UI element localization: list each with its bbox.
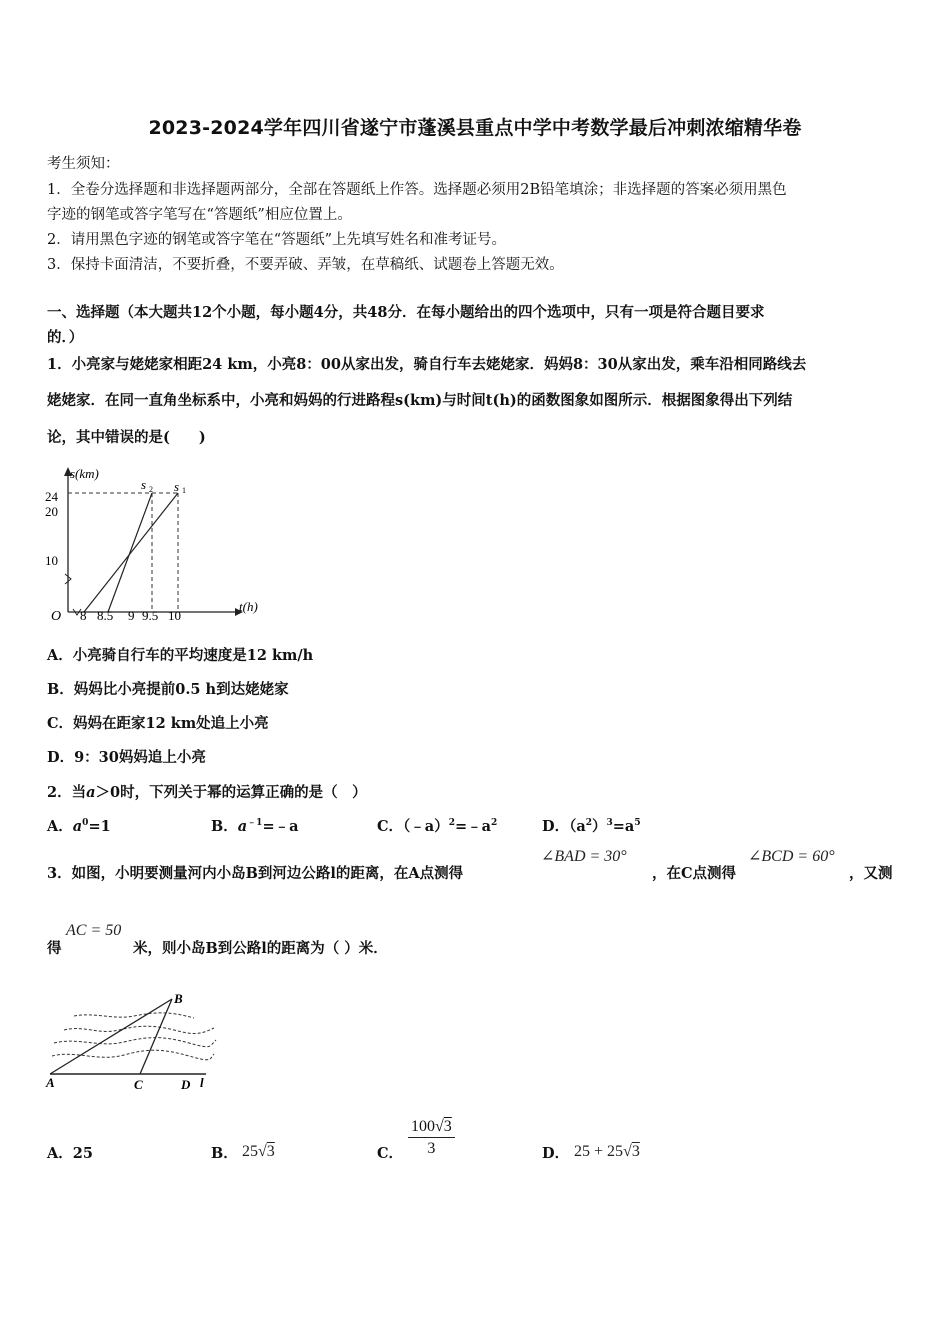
q3-river-figure bbox=[44, 988, 224, 1090]
q1-option-a: A．小亮骑自行车的平均速度是12 km/h bbox=[47, 647, 314, 664]
x-tick-9: 9 bbox=[128, 608, 135, 623]
y-axis-label: s(km) bbox=[70, 466, 99, 481]
q2-stem bbox=[47, 781, 367, 802]
q2-option-a-base: a bbox=[72, 818, 83, 835]
q3-option-a bbox=[47, 1142, 93, 1163]
q3-angle-bad: ∠BAD = 30° bbox=[541, 848, 627, 865]
q3-option-b-label: B． bbox=[211, 1145, 238, 1162]
q3-stem-part-2: ，在C点测得 bbox=[652, 865, 737, 882]
q2-option-c bbox=[377, 815, 497, 836]
q3-option-c-num-coef: 100 bbox=[411, 1118, 435, 1135]
q2-option-a-rest: =1 bbox=[88, 818, 111, 835]
q1-option-d: D．9：30妈妈追上小亮 bbox=[47, 749, 206, 766]
s1-label: s bbox=[174, 479, 180, 494]
point-a-label: A bbox=[46, 1075, 55, 1090]
q3-angle-bcd: ∠BCD = 60° bbox=[748, 848, 835, 865]
q2-option-d-exp3: 5 bbox=[634, 818, 641, 829]
q1-stem-line-2: 姥姥家．在同一直角坐标系中，小亮和妈妈的行进路程s(km)与时间t(h)的函数图象如图所示．根据图象得出下列结 bbox=[47, 392, 793, 409]
page-title: 2023-2024学年四川省遂宁市蓬溪县重点中学中考数学最后冲刺浓缩精华卷 bbox=[148, 117, 802, 139]
q2-option-b-rest: =﹣a bbox=[262, 818, 299, 835]
q3-ac-length: AC = 50 bbox=[66, 922, 122, 939]
q2-option-a-exp: 0 bbox=[82, 818, 89, 829]
q3-option-b-value: 25√3 bbox=[242, 1143, 275, 1160]
q3-option-d-value: 25 + 25√3 bbox=[574, 1143, 640, 1160]
q1-stem-line-3: 论，其中错误的是( ) bbox=[47, 429, 206, 446]
q3-option-d-label: D． bbox=[542, 1145, 570, 1162]
notice-item-1-line-1: 1．全卷分选择题和非选择题两部分，全部在答题纸上作答。选择题必须用2B铅笔填涂；非选择题的答案必须用黑色 bbox=[47, 182, 787, 198]
q3-option-c-value bbox=[408, 1118, 455, 1158]
q2-option-b bbox=[211, 815, 298, 836]
q2-option-c-label: C． bbox=[377, 818, 404, 835]
notice-item-2: 2．请用黑色字迹的钢笔或答字笔在“答题纸”上先填写姓名和准考证号。 bbox=[47, 232, 507, 248]
q2-option-a-label: A． bbox=[47, 818, 73, 835]
q2-stem-end: ＞0时，下列关于幂的运算正确的是（ ） bbox=[95, 784, 367, 801]
q3-option-c-denominator: 3 bbox=[427, 1140, 436, 1157]
q2-option-a bbox=[47, 815, 111, 836]
q2-option-c-base: （﹣a） bbox=[403, 818, 449, 835]
q3-option-b-radicand: 3 bbox=[266, 1143, 275, 1160]
q2-stem-variable: a bbox=[86, 784, 96, 801]
notice-item-1-line-2: 字迹的钢笔或答字笔写在“答题纸”相应位置上。 bbox=[47, 207, 352, 223]
q2-option-d bbox=[542, 815, 641, 836]
section-heading-line-1: 一、选择题（本大题共12个小题，每小题4分，共48分．在每小题给出的四个选项中，只有一项是符合题目要求 bbox=[47, 304, 765, 321]
q3-option-a-label: A． bbox=[47, 1145, 73, 1162]
notice-item-3: 3．保持卡面清洁，不要折叠，不要弄破、弄皱，在草稿纸、试题卷上答题无效。 bbox=[47, 257, 564, 273]
q1-option-b: B．妈妈比小亮提前0.5 h到达姥姥家 bbox=[47, 681, 289, 698]
q3-option-c-num-radicand: 3 bbox=[443, 1118, 452, 1135]
q3-option-d-sum: 25 + 25 bbox=[574, 1143, 624, 1160]
q2-option-d-base: （a bbox=[569, 818, 586, 835]
river-wave-2 bbox=[54, 1038, 216, 1047]
line-s1 bbox=[84, 493, 178, 612]
x-axis-label: t(h) bbox=[239, 599, 258, 614]
q3-option-d-radicand: 3 bbox=[631, 1143, 640, 1160]
q2-option-d-exp2: 3 bbox=[606, 818, 613, 829]
q3-stem-line-2-start: 得 bbox=[47, 940, 62, 957]
q1-distance-time-graph bbox=[40, 462, 258, 624]
x-tick-10: 10 bbox=[168, 608, 181, 623]
q2-option-b-label: B． bbox=[211, 818, 238, 835]
origin-label: O bbox=[51, 609, 62, 624]
q3-stem-part-3: ，又测 bbox=[849, 865, 893, 882]
s2-label: s bbox=[141, 477, 147, 492]
q3-option-c-numerator: 100√3 bbox=[408, 1118, 455, 1138]
line-s2 bbox=[108, 493, 152, 612]
q2-option-c-rest: =﹣a bbox=[454, 818, 492, 835]
section-heading-line-2: 的．） bbox=[47, 329, 84, 346]
x-tick-8-5: 8.5 bbox=[97, 608, 114, 623]
point-c-label: C bbox=[134, 1077, 143, 1092]
q3-option-b-coef: 25 bbox=[242, 1143, 258, 1160]
q2-stem-start: 2．当 bbox=[47, 784, 87, 801]
river-wave-1 bbox=[64, 1026, 214, 1033]
q1-option-c: C．妈妈在距家12 km处追上小亮 bbox=[47, 715, 269, 732]
q3-option-a-value: 25 bbox=[72, 1145, 93, 1162]
q2-option-d-paren: ） bbox=[592, 818, 607, 835]
y-tick-20: 20 bbox=[45, 504, 58, 519]
q2-option-b-base: a bbox=[237, 818, 248, 835]
line-cb bbox=[140, 999, 172, 1074]
q3-option-c-label: C． bbox=[377, 1145, 404, 1162]
point-d-label: D bbox=[181, 1077, 191, 1092]
point-b-label: B bbox=[174, 991, 183, 1006]
q3-stem-line-2-end: 米，则小岛B到公路l的距离为（ ）米． bbox=[133, 940, 388, 957]
q3-option-c-fraction bbox=[408, 1118, 455, 1158]
river-wave-4 bbox=[74, 1013, 194, 1018]
q1-stem-line-1: 1．小亮家与姥姥家相距24 km，小亮8：00从家出发，骑自行车去姥姥家．妈妈8：30从家出发，乘车沿相同路线去 bbox=[47, 356, 807, 373]
y-tick-24: 24 bbox=[45, 489, 58, 504]
q2-option-b-exp: ﹣1 bbox=[247, 818, 263, 829]
line-ab bbox=[50, 999, 172, 1074]
x-tick-8: 8 bbox=[80, 608, 87, 623]
q3-stem-part-1: 3．如图，小明要测量河内小岛B到河边公路l的距离，在A点测得 bbox=[47, 865, 464, 882]
line-l-label: l bbox=[200, 1075, 204, 1090]
notice-heading: 考生须知： bbox=[47, 156, 120, 172]
q2-option-d-label: D． bbox=[542, 818, 570, 835]
q2-option-c-exp1: 2 bbox=[448, 818, 455, 829]
s2-subscript: 2 bbox=[149, 485, 153, 494]
q2-option-d-exp1: 2 bbox=[585, 818, 592, 829]
x-tick-9-5: 9.5 bbox=[142, 608, 159, 623]
q2-option-d-rest: =a bbox=[612, 818, 635, 835]
s1-subscript: 1 bbox=[182, 486, 186, 495]
q2-option-c-exp2: 2 bbox=[491, 818, 498, 829]
y-tick-10: 10 bbox=[45, 553, 58, 568]
